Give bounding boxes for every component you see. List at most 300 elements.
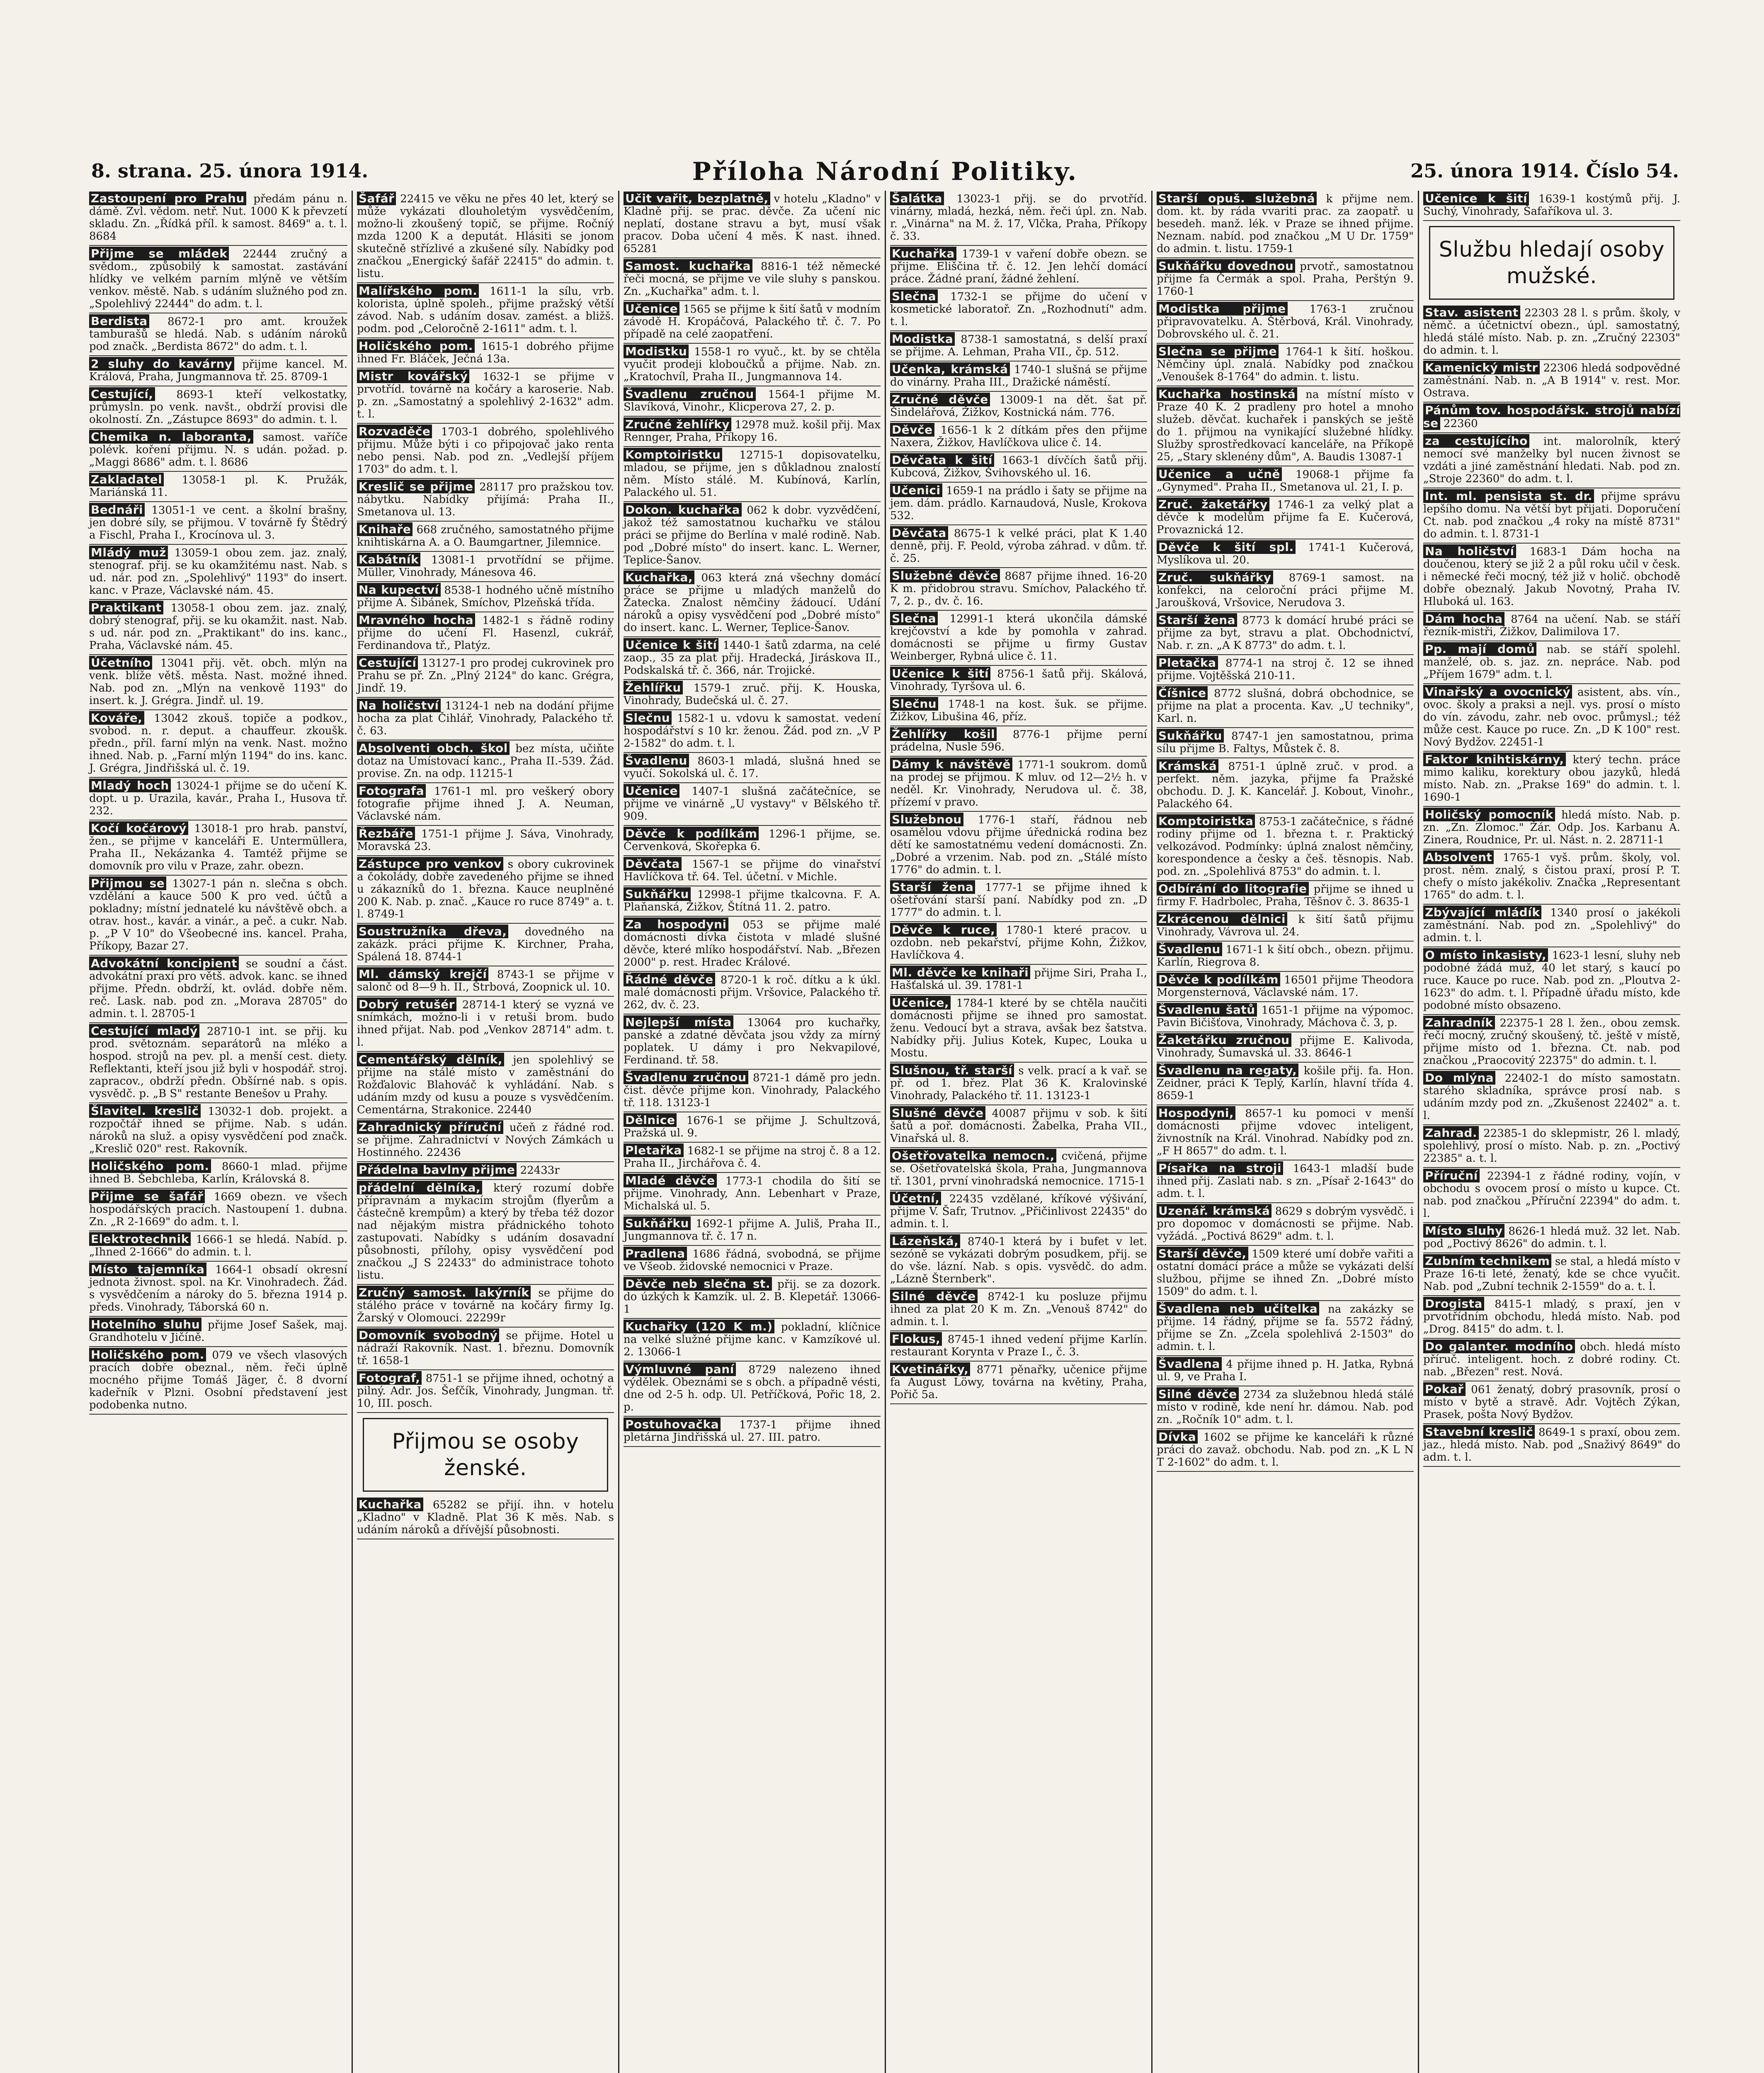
- classified-ad: [89, 191, 347, 246]
- ad-headline: Holičského pom.: [357, 339, 475, 353]
- ad-headline: Učenici: [890, 483, 942, 497]
- classified-ad: [890, 812, 1147, 879]
- ad-body: 8751-1 úplně zruč. v prod. a perfekt. něm. jazyka, přijme fa Pražské obchodu. D. J. K. Kancelář. J. Kobout, Vinohr., Palackého 64.: [1157, 760, 1414, 810]
- ad-body: 22402-1 do místo samostatn. starého skladníka, správce prosí nab. s udáním mzdy pod zn. „Zkušenost 22402" a. t. l.: [1423, 1072, 1680, 1122]
- ad-body: 1602 se přijme ke kanceláři k různé práci do zavaž. obchodu. Nab. pod zn. „K L N T 2-1602" do adm. t. l.: [1157, 1431, 1414, 1469]
- ad-body: 16501 přijme Theodora Morgensternová, Václavské nám. 17.: [1157, 974, 1414, 999]
- classified-ad: [1157, 813, 1414, 881]
- ad-headline: Zruč. žaketářky: [1157, 498, 1269, 511]
- ad-headline: Švadlenu: [624, 754, 689, 767]
- classified-ad: [1423, 433, 1680, 488]
- classified-ad: [357, 283, 614, 338]
- classified-ad: [1157, 728, 1414, 758]
- ad-body: 1751-1 přijme J. Sáva, Vinohrady, Moravská 23.: [357, 828, 614, 853]
- classified-ad: [624, 1143, 881, 1173]
- ad-body: 28117 pro pražskou tov. nábytku. Nabídky přijímá: Praha II., Smetanova ul. 13.: [357, 481, 614, 518]
- ad-headline: Holičského pom.: [89, 1159, 211, 1173]
- ad-headline: Pokař: [1423, 1382, 1466, 1396]
- ad-headline: Berdista: [89, 314, 149, 328]
- ad-body: 1741-1 Kučerová, Myslíkova ul. 20.: [1157, 541, 1414, 566]
- ad-body: 1784-1 které by se chtěla naučiti domácnosti přijme se ihned pro samostat. ženu. Vedoucí byt a strava, avšak bez šatstva. Nabídky přij. Julius Kotek, Kupec, Louka u Mostu.: [890, 997, 1148, 1059]
- classified-ad: [357, 1180, 614, 1285]
- column-1: [85, 191, 352, 2073]
- ad-body: 22415 ve věku ne přes 40 let, který se může vykázati dlouholetým vysvědčením, možno-li zkoušený topič, se přijme. Ročníý mzda 1200 K a deputát. Hlásiti se jonom skutečně střízlivé a zkušené síly. Nabídky pod značkou „Energický šafář 22415" do admin. t. listu.: [357, 193, 614, 280]
- classified-ad: [624, 1070, 881, 1112]
- ad-headline: Zruč. sukňářky: [1157, 570, 1273, 584]
- classified-ad: [890, 362, 1147, 392]
- ad-headline: Pletařka: [624, 1143, 684, 1157]
- ad-headline: Stav. asistent: [1423, 306, 1520, 319]
- classified-ad: [1423, 807, 1680, 850]
- classified-ad: [89, 820, 347, 876]
- ad-headline: Komptoiristku: [624, 448, 722, 461]
- ad-body: 13032-1 dob. projekt. a rozpočtář ihned se přijme. Nab. s udán. nároků na služ. a opisy vysvědčení pod značk. „Kreslič 020" rest. Rakovník.: [89, 1105, 348, 1155]
- classified-ad: [890, 1331, 1147, 1362]
- classified-ad: [89, 429, 347, 472]
- ad-body: 1509 které umí dobře vařiti a ostatní domácí práce a může se vykázati delší službou, přijme se ihned Zn. „Dobré místo 1509" do adm. t. l.: [1157, 1248, 1414, 1298]
- classified-ad: [1423, 488, 1680, 544]
- classified-ad: [357, 1328, 614, 1370]
- ad-headline: Slušné děvče: [890, 1106, 985, 1120]
- classified-ad: [624, 680, 881, 710]
- classified-ad: [1157, 1032, 1414, 1063]
- ad-body: 8657-1 ku pomoci v menší domácnosti přijme vdovec inteligent, živnostník na Král. Vinohrad. Nabídky pod zn. „F H 8657" do adm. t. l.: [1157, 1107, 1414, 1157]
- classified-ad: [624, 753, 881, 783]
- ad-headline: Kuchařky (120 K m.): [624, 1320, 774, 1333]
- classified-ad: [357, 552, 614, 582]
- ad-headline: Děvče k podílkám: [1157, 973, 1280, 986]
- classified-columns: [85, 191, 1685, 2073]
- ad-headline: Silné děvče: [890, 1289, 978, 1303]
- classified-ad: [890, 1063, 1147, 1105]
- page-number-date: 8. strana. 25. února 1914.: [91, 160, 369, 182]
- ad-body: cvičená, přijme se. Ošetřovatelská škola, Praha, Jungmannova tř. 1301, první vinohradská nemocnice. 1715-1: [890, 1150, 1148, 1187]
- classified-ad: [1157, 1301, 1414, 1356]
- classified-ad: [890, 1362, 1147, 1404]
- classified-ad: [890, 246, 1147, 289]
- ad-body: 8742-1 ku posluze přijmu ihned za plat 20 K m. Zn. „Venouš 8742" do admin. t. l.: [890, 1291, 1148, 1328]
- ad-body: 22435 vzdělané, kříkové výšivání, přijme V. Šafr, Trutnov. „Přičinlivost 22435" do admin. t. l.: [890, 1193, 1147, 1230]
- ad-body: 13124-1 neb na dodání přijme hocha za plat Čihlář, Vinohrady, Palackého tř. č. 63.: [357, 700, 614, 737]
- ad-headline: Modistka: [890, 332, 955, 346]
- ad-headline: Faktor knihtiskárny,: [1423, 752, 1566, 766]
- issue-date-number: 25. února 1914. Číslo 54.: [1410, 160, 1679, 182]
- classified-ad: [89, 545, 347, 600]
- ad-headline: Slečna: [890, 289, 938, 303]
- ad-headline: Dělnice: [624, 1113, 677, 1127]
- classified-ad: [357, 424, 614, 479]
- ad-body: k šití šatů přijmu Vinohrady, Vávrova ul. 24.: [1157, 913, 1414, 938]
- classified-ad: [89, 1158, 347, 1189]
- classified-ad: [89, 600, 347, 655]
- ad-body: 13027-1 pán n. slečna s obch. vzdělání a kauce 500 K pro ved. účtů a pokladny; místní jednatelé ku návštěvě obch. a otrav. host., kavár. a vinár., a peč. a cukr. Nab. p. „P V 10" do Všeobecné ins. kancel. Praha, Příkopy, Bazar 27.: [89, 878, 348, 952]
- ad-headline: Písařka na stroji: [1157, 1161, 1283, 1175]
- ad-headline: Modistku: [624, 345, 689, 358]
- ad-headline: Děvče k šití spl.: [1157, 540, 1296, 554]
- ad-headline: Děvčata k šití: [890, 453, 994, 467]
- classified-ad: [1423, 850, 1680, 905]
- classified-ad: [624, 301, 881, 344]
- ad-headline: Slečnu: [890, 697, 938, 711]
- classified-ad: [1423, 1424, 1680, 1467]
- ad-body: 1407-1 slušná začátečníce, se přijme ve vinárně „U vystavy" v Bělského tř. 909.: [624, 785, 881, 823]
- classified-ad: [1157, 1105, 1414, 1160]
- ad-headline: Švadlena neb učitelka: [1157, 1302, 1319, 1316]
- ad-headline: Řezbáře: [357, 827, 415, 840]
- ad-headline: Lázeňská,: [890, 1234, 960, 1248]
- ad-body: 22444 zručný a svědom., způsobilý k samostat. zastávání hlídky ve velkém parním mlýně ve větším venkov. městě. Nab. s udáním služného pod zn. „Spolehlivý 22444" do adm. t. l.: [89, 248, 348, 310]
- ad-body: 8660-1 mlad. přijme ihned B. Šebchleba, Karlín, Královská 8.: [89, 1160, 348, 1185]
- ad-body: 8675-1 k velké práci, plat K 1.40 denně, přij. F. Peold, výroba záhrad. v dům. tř. č. 25.: [890, 527, 1147, 565]
- classified-ad: [624, 1319, 881, 1362]
- classified-ad: [1423, 1253, 1680, 1296]
- ad-body: 2734 za služebnou hledá stálé místo v rodině, kde není hr. dámou. Nab. pod zn. „Ročník 10" adm. t. l.: [1157, 1388, 1414, 1426]
- classified-ad: [1157, 466, 1414, 497]
- classified-ad: [1157, 1160, 1414, 1203]
- ad-body: 1737-1 přijme ihned pletárna Jindřišská ul. 27. III. patro.: [624, 1419, 881, 1444]
- ad-headline: Učenice k šití: [624, 638, 718, 652]
- ad-body: 22303 28 l. s prům. školy, v němč. a účetnictví obezn., úpl. samostatný, hledá stálé místo. Nab. p. zn. „Zručný 22303" do admin. t. l.: [1423, 307, 1681, 357]
- classified-ad: [1157, 1203, 1414, 1246]
- classified-ad: [1157, 1246, 1414, 1301]
- classified-ad: [624, 1216, 881, 1246]
- section-heading: Přijmou se osoby ženské.: [392, 1429, 579, 1481]
- ad-body: 1623-1 lesní, sluhy neb podobné žádá muž, 40 let starý, s kaucí po ruce. Kauce po ruce. Nab. pod zn. „Ploutva 2-1623" do adm. t. l. Případně úřadu místo, kde podobné místo obsazeno.: [1423, 949, 1680, 1012]
- classified-ad: [1157, 1063, 1414, 1105]
- classified-ad: [1157, 1356, 1414, 1386]
- ad-body: 65282 se přijí. ihn. v hotelu „Kladno" v Kladně. Plat 36 K měs. Nab. s udáním nároků a dřívější působnosti.: [357, 1499, 614, 1536]
- ad-headline: Učenice k šití: [1423, 192, 1529, 205]
- ad-headline: Zručný samost. lakýrník: [357, 1286, 531, 1299]
- classified-ad: [1157, 655, 1414, 685]
- classified-ad: [1157, 881, 1414, 911]
- ad-headline: Mravného hocha: [357, 613, 475, 627]
- classified-ad: [890, 1233, 1147, 1289]
- column-4: [885, 191, 1151, 2073]
- classified-ad: [1423, 305, 1680, 360]
- ad-headline: Kuchařka,: [624, 570, 694, 584]
- classified-ad: [624, 1112, 881, 1143]
- classified-ad: [1423, 752, 1680, 807]
- classified-ad: [1423, 1381, 1680, 1424]
- ad-headline: Holičského pom.: [89, 1348, 206, 1362]
- classified-ad: [1157, 570, 1414, 612]
- ad-headline: Služebné děvče: [890, 569, 1000, 583]
- ad-body: 053 se přijme malé domácnosti dívka čistota v mladé slušné děvče, které mlíko hospodářství. Nab. „Březen 2000" p. rest. Hradec Králové.: [624, 919, 881, 969]
- ad-headline: Švadlenu šatů: [1157, 1003, 1257, 1017]
- ad-headline: Šlavitel. kreslič: [89, 1104, 201, 1118]
- ad-headline: Dobrý retušér: [357, 998, 456, 1011]
- ad-body: se přijme do stálého práce v továrně na kočáry firmy Ig. Žarský v Olomouci. 22299r: [357, 1287, 614, 1324]
- ad-body: přijme Siri, Praha I., Hašťalská ul. 39. 1781-1: [890, 967, 1148, 992]
- ad-body: 8771 pěnařky, učenice přijme fa August Löwy, továrna na květiny, Praha, Pořič 5a.: [890, 1364, 1148, 1401]
- ad-headline: Cementářský dělník,: [357, 1053, 504, 1066]
- ad-headline: Starší žena: [1157, 613, 1237, 627]
- classified-ad: [1157, 301, 1414, 344]
- ad-body: asistent, abs. vín., ovoc. školy a praksi a nejl. vys. prosí o místo do vín. závodu, zahr. neb ovoc. průmysl.; též může cest. Kauce po ruce. Zn. „D K 100" rest. Nový Bydžov. 22451-1: [1423, 686, 1681, 748]
- classified-ad: [357, 655, 614, 698]
- ad-headline: Přijme se mládek: [89, 247, 229, 260]
- classified-ad: [624, 386, 881, 417]
- ad-headline: Hotelního sluhu: [89, 1318, 201, 1331]
- classified-ad: [1157, 344, 1414, 386]
- ad-headline: Komptoiristka: [1157, 814, 1255, 828]
- ad-headline: Dokon. kuchařka: [624, 503, 742, 517]
- ad-headline: Holičský pomocník: [1423, 808, 1555, 821]
- ad-headline: Kreslič se přijme: [357, 480, 475, 493]
- ad-headline: Kvetinářky,: [890, 1362, 970, 1376]
- ad-headline: Rozvaděče: [357, 425, 432, 438]
- classified-ad: [624, 417, 881, 447]
- ad-headline: Praktikant: [89, 601, 163, 614]
- ad-headline: Na holičství: [1423, 544, 1516, 558]
- ad-body: učeň z řádné rod. se přijme. Zahradnictví v Nových Zámkách u Hostinného. 22436: [357, 1121, 614, 1159]
- ad-body: 8773 k domácí hrubé práci se přijme za byt, stravu a plat. Obchodnictví, Nab. r. zn. „A K 8773" do adm. t. l.: [1157, 614, 1414, 652]
- ad-headline: Švadlenu zručnou: [624, 1070, 748, 1084]
- classified-ad: [89, 246, 347, 313]
- classified-ad: [1423, 1223, 1680, 1253]
- ad-headline: Uzenář. krámská: [1157, 1204, 1271, 1218]
- ad-headline: Ml. dámský krejčí: [357, 967, 488, 981]
- ad-body: 8729 nalezeno ihned výdělek. Obeznámi se s obch. a případně vésti, dne od 2-5 h. odp. Ul. Petříčková, Pořic 18, 2. p.: [624, 1364, 881, 1413]
- ad-body: 13059-1 obou zem. jaz. znalý, stenograf. přij. se ku okamžitému nast. Nab. s ud. nár. pod zn. „Spolehlivý" 1193" do insert. kanc. v Praze, Václavské nám. 45.: [89, 547, 347, 597]
- classified-ad: [624, 1417, 881, 1447]
- ad-headline: Přádelna bavlny přijme: [357, 1163, 517, 1177]
- ad-headline: Výmluvné paní: [624, 1362, 736, 1376]
- classified-ad: [890, 483, 1147, 525]
- column-5: [1151, 191, 1418, 2073]
- ad-body: hledá místo. Nab. p. zn. „Zn. Zlomoc." Žár. Odp. Jos. Karbanu A. Zinera, Roudnice, Pr. ul. Nást. n. 2. 28711-1: [1423, 809, 1680, 846]
- ad-headline: Žaketářku zručnou: [1157, 1033, 1291, 1047]
- ad-body: 1663-1 dívčích šatů přij. Kubcová, Žižkov, Švihovského ul. 16.: [890, 454, 1148, 479]
- ad-body: 8764 na učení. Nab. se stáří řezník-mistři, Žižkov, Dalimilova 17.: [1423, 613, 1681, 638]
- ad-headline: Int. ml. pensista st. dr.: [1423, 489, 1594, 503]
- classified-ad: [1157, 612, 1414, 655]
- classified-ad: [1157, 386, 1414, 466]
- ad-headline: Slečna se přijme: [1157, 345, 1279, 358]
- ad-body: 8743-1 se přijme v salonč od 8—9 h. II., Štrbová, Zoopnick ul. 10.: [357, 969, 614, 993]
- ad-headline: Mládý muž: [89, 546, 168, 559]
- ad-headline: Děvčata: [890, 526, 948, 540]
- ad-headline: Do mlýna: [1423, 1071, 1495, 1085]
- ad-body: 8693-1 kteří velkostatky, průmysln. po venk. navšt., obdrží provisi dle okolností. Zn. „Zástupce 8693" do admin. t. l.: [89, 388, 347, 426]
- ad-body: 13064 pro kuchařky, panské a zdatné děvčata jsou vždy za mírný poplatek. U dámy i pro Nekvapilové, Ferdinand. tř. 58.: [624, 1017, 881, 1066]
- classified-ad: [1157, 497, 1414, 539]
- classified-ad: [1157, 942, 1414, 972]
- section-heading-box: [1429, 226, 1674, 300]
- ad-body: 1764-1 k šití. hoškou. Němčiny úpl. znalá. Nabídky pod značkou „Venoušek 8-1764" do admin. t. listu.: [1157, 346, 1414, 383]
- classified-ad: [890, 1105, 1147, 1148]
- ad-headline: Cestující mladý: [89, 1024, 199, 1038]
- ad-headline: Fotografa: [357, 784, 426, 798]
- ad-headline: Domovník svobodný: [357, 1328, 499, 1342]
- classified-ad: [1157, 1429, 1414, 1472]
- ad-body: 1776-1 staří, řádnou neb osamělou vdovu přijme úřednická rodina bez dětí ke samostatnému vedení domácnosti. Zn. „Dobré a vrzenim. Nab. pod zn. „Stálé místo 1776" do admin. t. l.: [890, 814, 1147, 876]
- ad-body: 1579-1 zruč. přij. K. Houska, Vinohrady, Budečská ul. č. 27.: [624, 682, 881, 707]
- classified-ad: [1423, 684, 1680, 752]
- ad-body: 1582-1 u. vdovu k samostat. vedení hospodářství s 10 kr. ženou. Žád. pod zn. „V P 2-1582" do adm. t. l.: [624, 712, 881, 750]
- ad-body: 8772 slušná, dobrá obchodnice, se přijme na plat a procenta. Kav. „U techniky", Karl. n.: [1157, 687, 1414, 725]
- ad-body: 1632-1 se přijme v prvotříd. továrně na kočáry a karoserie. Nab. p. zn. „Samostatný a spolehlivý 2-1632" adm. t. l.: [357, 371, 614, 420]
- classified-ad: [89, 1231, 347, 1262]
- ad-headline: Pletačka: [1157, 656, 1218, 670]
- ad-body: s velk. prací a k vař. se př. od 1. břez. Plat 36 K. Kralovinské Vinohrady, Palackého tř. 11. 13123-1: [890, 1065, 1147, 1102]
- ad-body: 8626-1 hledá muž. 32 let. Nab. pod „Poctivý 8626" do admin. t. l.: [1423, 1225, 1680, 1250]
- classified-ad: [357, 522, 614, 552]
- ad-body: 1682-1 se přijme na stroj č. 8 a 12. Praha II., Jirchářova č. 4.: [624, 1145, 881, 1170]
- ad-headline: Chemika n. laboranta,: [89, 430, 253, 444]
- ad-headline: Švadlenu na regaty,: [1157, 1063, 1298, 1077]
- classified-ad: [89, 1262, 347, 1317]
- ad-headline: Sukňářku: [624, 1216, 691, 1230]
- ad-body: 1664-1 obsadí okresní jednota živnost. spol. na Kr. Vinohradech. Žád. s vysvědčením a nároky do 5. března 1914 p. předs. Vinohrady, Táborská 60 n.: [89, 1264, 347, 1313]
- ad-headline: Děvče k podílkám: [624, 827, 759, 840]
- classified-ad: [357, 856, 614, 924]
- ad-headline: Mistr kovářský: [357, 369, 469, 383]
- ad-body: obch. hledá místo příruč. inteligent. hoch. z dobré rodiny. Ct. nab. „Březen" rest. Nová.: [1423, 1341, 1681, 1378]
- ad-body: 8745-1 ihned vedení přijme Karlín. restaurant Korynta v Praze I., č. 3.: [890, 1333, 1148, 1358]
- classified-ad: [357, 1497, 614, 1539]
- ad-body: 8756-1 šatů přij. Skálová, Vinohrady, Tyršova ul. 6.: [890, 668, 1148, 693]
- classified-ad: [357, 997, 614, 1052]
- classified-ad: [357, 338, 614, 369]
- ad-body: 1748-1 na kost. šuk. se přijme. Žižkov, Libušina 46, příz.: [890, 698, 1148, 723]
- ad-headline: Dívka: [1157, 1430, 1198, 1444]
- classified-ad: [624, 886, 881, 917]
- classified-ad: [624, 972, 881, 1015]
- ad-headline: Bednáři: [89, 503, 145, 517]
- classified-ad: [890, 422, 1147, 452]
- classified-ad: [624, 783, 881, 826]
- classified-ad: [89, 778, 347, 820]
- ad-headline: Ošetřovatelka nemocn.,: [890, 1149, 1056, 1163]
- ad-body: 1771-1 soukrom. domů na prodej se přijmou. K mluv. od 12—2½ h. v neděl. Kr. Vinohrady, Nerudova ul. č. 38, přízemí v pravo.: [890, 759, 1148, 808]
- ad-body: 8753-1 začátečnice, s řádné rodiny přijme od 1. března t. r. Praktický velkozávod. Podmínky: úplná znalost němčiny, korespondence a česky a češ. těsnopis. Nab. pod. zn. „Spolehlivá 8753" do admin. t. l.: [1157, 816, 1414, 878]
- ad-body: 1763-1 zručnou připravovatelku. A. Štěrbová, Král. Vinohrady, Dobrovského ul. č. 21.: [1157, 303, 1414, 340]
- ad-headline: Cestující,: [89, 387, 155, 401]
- ad-headline: Učenice: [624, 302, 679, 316]
- ad-headline: Zakladatel: [89, 473, 164, 486]
- classified-ad: [890, 392, 1147, 422]
- ad-headline: Slušnou, tř. starší: [890, 1063, 1014, 1077]
- classified-ad: [1423, 1339, 1680, 1381]
- ad-body: 22385-1 do sklepmistr, 26 l. mladý, spolehlivý, prosí o místo. Nab. p. zn. „Poctivý 22385" a. t. l.: [1423, 1127, 1681, 1165]
- ad-headline: Učenice: [624, 784, 679, 798]
- ad-body: 8603-1 mladá, slušná hned se vyučí. Sokolská ul. č. 17.: [624, 755, 881, 780]
- ad-headline: Děvče neb slečna st.: [624, 1277, 772, 1291]
- ad-headline: přádelní dělníka,: [357, 1181, 482, 1194]
- ad-headline: Slečnu: [624, 711, 672, 725]
- ad-body: 13058-1 pl. K. Pružák, Mariánská 11.: [89, 474, 347, 499]
- column-6: [1418, 191, 1684, 2073]
- classified-ad: [1423, 1070, 1680, 1125]
- ad-body: 22306 hledá sodpovědné zaměstnání. Nab. n. „A B 1914" v. rest. Mor. Ostrava.: [1423, 362, 1681, 399]
- ad-body: bez místa, učiňte dotaz na Umístovací kanc., Praha II.-539. Žád. provise. Zn. na odp. 11215-1: [357, 743, 614, 780]
- ad-body: který rozumí dobře přípravnám a mykacím strojům (flyerům a částečně krempům) a který by třeba též dozor nad nějakým mistra přádnického tohoto zastupovati. Nabídky s udáním dosavadní působnosti, přílohy, opisy vysvědčení pod značkou „J S 22433" do administrace tohoto listu.: [357, 1182, 614, 1282]
- supplement-title: Příloha Národní Politiky.: [692, 157, 1078, 186]
- ad-headline: Děvče k ruce,: [890, 923, 997, 937]
- ad-body: 1296-1 přijme, se. Červenková, Skořepka 6.: [624, 828, 881, 853]
- classified-ad: [1423, 641, 1680, 684]
- ad-body: 1656-1 k 2 dítkám přes den přijme Naxera, Žižkov, Havlíčkova ulice č. 14.: [890, 424, 1148, 449]
- ad-headline: Švadlena: [1157, 1357, 1222, 1371]
- classified-ad: [890, 331, 1147, 362]
- ad-headline: Šalátka: [890, 192, 944, 205]
- classified-ad: [357, 369, 614, 424]
- ad-headline: Děvčata: [624, 857, 682, 871]
- classified-ad: [890, 696, 1147, 726]
- ad-headline: Pánům tov. hospodářsk. strojů nabízí se: [1423, 403, 1680, 430]
- ad-headline: Švadlenu: [1157, 942, 1222, 956]
- ad-headline: Kováře,: [89, 711, 144, 725]
- ad-headline: Učenice a učně: [1157, 467, 1282, 481]
- classified-ad: [1157, 539, 1414, 570]
- ad-headline: Advokátní koncipient: [89, 956, 239, 970]
- ad-body: 1732-1 se přijme do učení v kosmetické laboratoř. Zn. „Rozhodnutí" adm. t. l.: [890, 291, 1147, 328]
- classified-ad: [89, 876, 347, 956]
- ad-body: 12991-1 která ukončila dámské krejčovství a kde by pomohla v zahrad. domácnosti se přijme u firmy Gustav Weinberger, Rybná ulice č. 11.: [890, 613, 1147, 663]
- ad-body: 13041 přij. vět. obch. mlýn na venk. blíže větš. města. Nast. možné ihned. Nab. pod zn. „Mlýn na venkově 1193" do insert. k. J. Grégra. Jindř. ul. 19.: [89, 657, 348, 707]
- classified-ad: [1157, 911, 1414, 942]
- ad-body: 1739-1 v vaření dobře obezn. se přijme. Eliščina tř. č. 12. Jen lehčí domácí práce. Žádné praní, žádné žehlení.: [890, 248, 1148, 285]
- classified-ad: [1423, 544, 1680, 611]
- ad-body: 8816-1 též německé řeči mocná, se přijme ve vile sluhy s panskou. Zn. „Kuchařka" adm. t. l.: [624, 260, 881, 298]
- ad-headline: Účetní,: [890, 1192, 941, 1205]
- ad-headline: Žehlířky košil: [890, 727, 997, 741]
- classified-ad: [89, 1347, 347, 1415]
- classified-ad: [624, 191, 881, 258]
- ad-headline: Slečna: [890, 612, 938, 625]
- ad-body: který techn. práce mimo kaliku, korektury obou jazyků, hledá místo. Nab. zn. „Prakse 169" do admin. t. l. 1690-1: [1423, 754, 1680, 803]
- ad-body: 8538-1 hodného učně místního přijme A. Šibánek, Smíchov, Plzeňská třída.: [357, 584, 614, 609]
- classified-ad: [890, 757, 1147, 812]
- ad-headline: Mladý hoch: [89, 779, 171, 792]
- ad-headline: Kamenický mistr: [1423, 361, 1540, 374]
- classified-ad: [624, 856, 881, 886]
- ad-body: přijme E. Kalivoda, Vinohrady, Šumavská ul. 33. 8646-1: [1157, 1034, 1414, 1059]
- ad-headline: za cestujícího: [1423, 434, 1529, 448]
- ad-body: 8720-1 k roč. dítku a k úkl. malé domácnosti přijm. Vršovice, Palackého tř. 262, dv. č. 23.: [624, 974, 881, 1011]
- classified-ad: [890, 289, 1147, 331]
- ad-body: přijme se ihned u firmy F. Hadrbolec, Praha, Těšnov č. 3. 8635-1: [1157, 883, 1414, 908]
- classified-ad: [357, 1370, 614, 1413]
- ad-headline: Samost. kuchařka: [624, 259, 752, 273]
- ad-body: 8738-1 samostatná, s delší praxí se přijme. A. Lehman, Praha VII., čp. 512.: [890, 333, 1148, 358]
- classified-ad: [890, 1148, 1147, 1191]
- ad-body: v hotelu „Kladno" v Kladně přij. se prac. děvče. Za učení nic neplatí, dostane stravu a byt, musí však pracov. Doba učení 4 měs. K nast. ihned. 65281: [624, 193, 881, 255]
- ad-headline: Malířského pom.: [357, 284, 479, 298]
- classified-ad: [890, 922, 1147, 965]
- ad-headline: Zahrad.: [1423, 1126, 1479, 1140]
- classified-ad: [1423, 1168, 1680, 1223]
- classified-ad: [1423, 1125, 1680, 1168]
- ad-headline: Odbírání do litografie: [1157, 882, 1309, 896]
- ad-body: 22360: [1443, 418, 1478, 430]
- classified-ad: [357, 783, 614, 826]
- ad-headline: Elektrotechnik: [89, 1232, 191, 1246]
- classified-ad: [357, 1162, 614, 1180]
- classified-ad: [89, 502, 347, 545]
- ad-body: 22433r: [520, 1164, 560, 1177]
- ad-headline: Krámská: [1157, 759, 1218, 773]
- ad-headline: Kuchařka: [357, 1498, 423, 1511]
- classified-ad: [624, 447, 881, 502]
- classified-ad: [1423, 1296, 1680, 1339]
- ad-body: samost. vaříče polévk. koření přijmu. N. s udán. požad. p. „Maggi 8686" adm. t. l. 8686: [89, 431, 348, 468]
- classified-ad: [890, 879, 1147, 922]
- ad-body: 063 která zná všechny domácí práce se přijme u mladých manželů do Žatecka. Znalost němčiny žádoucí. Udání nároků a opisy vysvědčení pod „Dobré místo" do insert. kanc. L. Werner, Teplice-Šanov.: [624, 572, 881, 634]
- classified-ad: [1423, 611, 1680, 641]
